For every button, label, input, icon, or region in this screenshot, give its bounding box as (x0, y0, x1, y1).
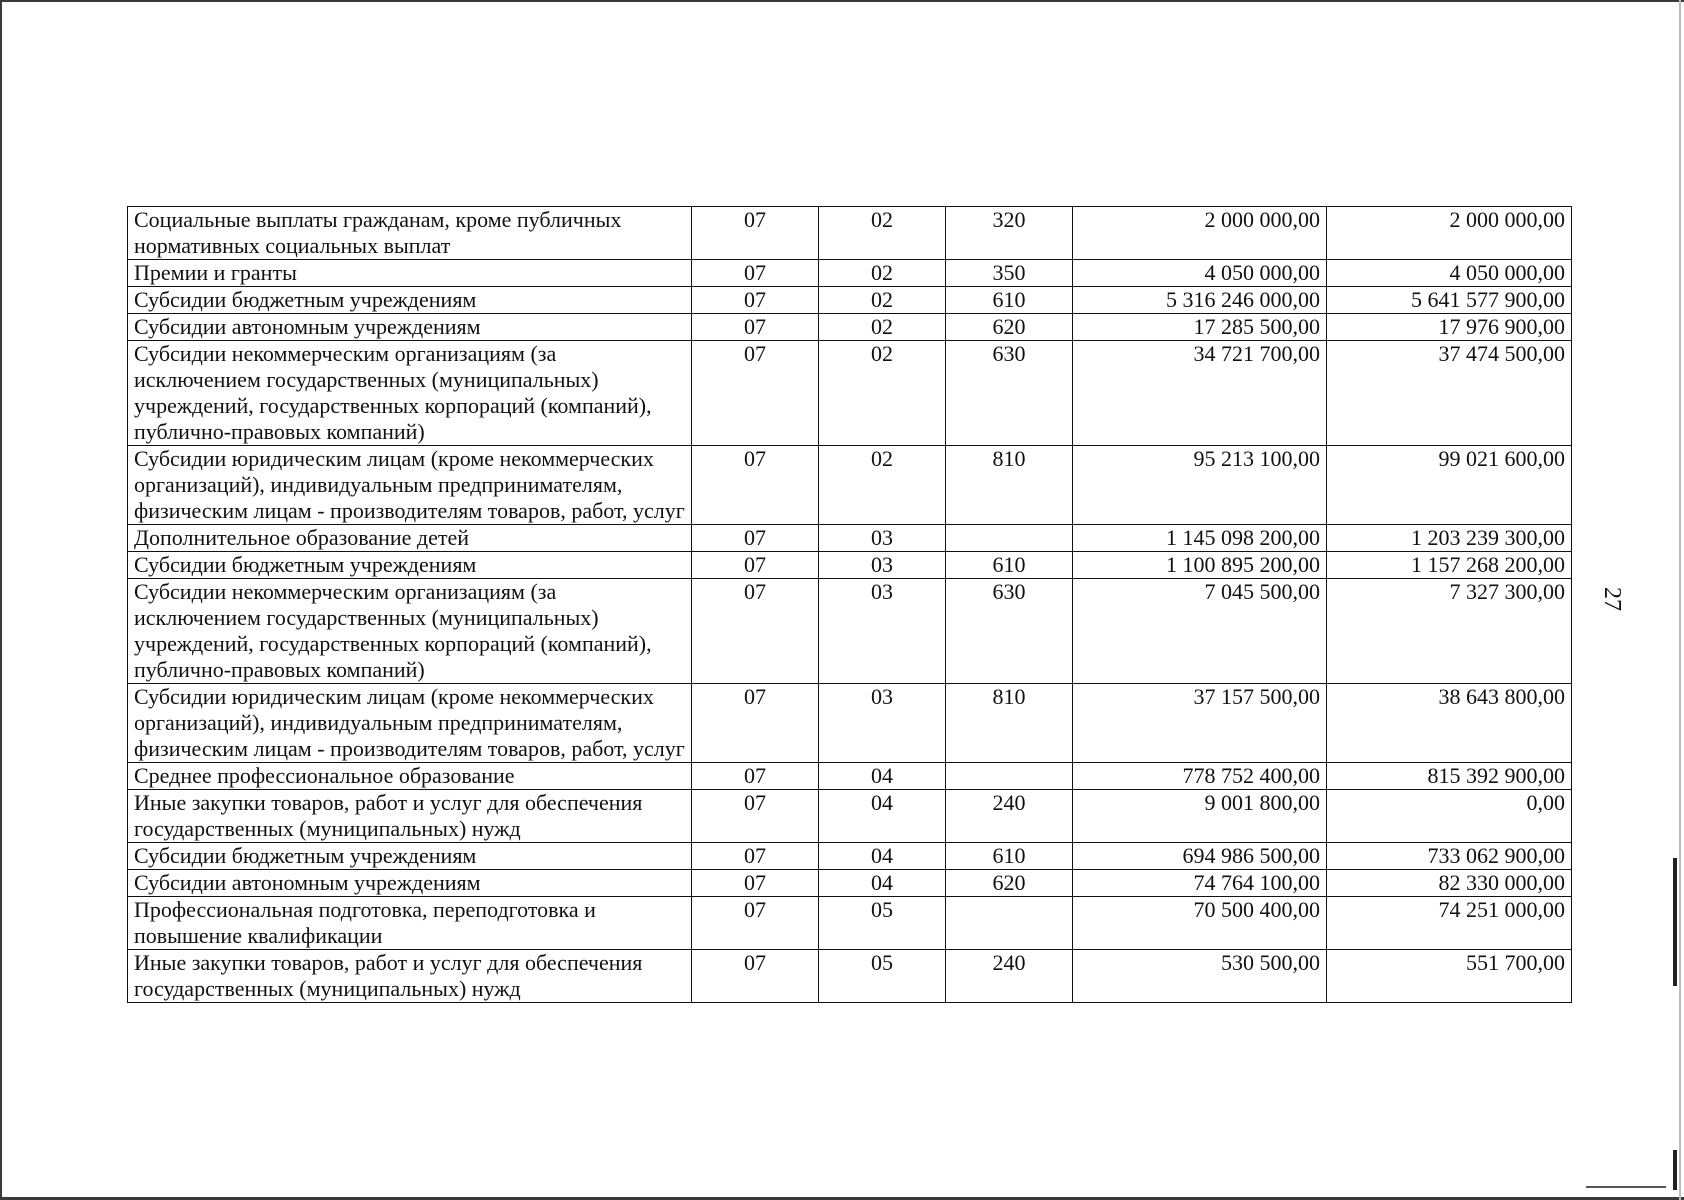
section-code-cell: 07 (692, 314, 819, 341)
amount-year-2-cell: 4 050 000,00 (1327, 260, 1572, 287)
table-row (128, 525, 1572, 552)
table-row (128, 314, 1572, 341)
section-code-cell: 07 (692, 897, 819, 950)
subsection-code-cell: 04 (819, 843, 946, 870)
expense-name-cell: Субсидии автономным учреждениям (128, 314, 692, 341)
amount-year-1-cell: 1 145 098 200,00 (1073, 525, 1327, 552)
expense-type-code-cell: 630 (946, 579, 1073, 684)
expense-name-cell: Среднее профессиональное образование (128, 763, 692, 790)
amount-year-2-cell: 99 021 600,00 (1327, 446, 1572, 525)
section-code-cell: 07 (692, 207, 819, 260)
amount-year-1-cell: 37 157 500,00 (1073, 684, 1327, 763)
amount-year-1-cell: 1 100 895 200,00 (1073, 552, 1327, 579)
subsection-code-cell: 05 (819, 897, 946, 950)
amount-year-1-cell: 5 316 246 000,00 (1073, 287, 1327, 314)
expense-type-code-cell: 810 (946, 684, 1073, 763)
table-row (128, 260, 1572, 287)
expense-type-code-cell: 240 (946, 950, 1073, 1003)
expense-name-cell: Премии и гранты (128, 260, 692, 287)
section-code-cell: 07 (692, 446, 819, 525)
expense-type-code-cell: 630 (946, 341, 1073, 446)
amount-year-2-cell: 733 062 900,00 (1327, 843, 1572, 870)
amount-year-2-cell: 1 203 239 300,00 (1327, 525, 1572, 552)
amount-year-1-cell: 7 045 500,00 (1073, 579, 1327, 684)
amount-year-1-cell: 778 752 400,00 (1073, 763, 1327, 790)
section-code-cell: 07 (692, 843, 819, 870)
expense-name-cell: Социальные выплаты гражданам, кроме публичных нормативных социальных выплат (128, 207, 692, 260)
table-row (128, 207, 1572, 260)
amount-year-2-cell: 7 327 300,00 (1327, 579, 1572, 684)
expense-type-code-cell: 620 (946, 870, 1073, 897)
section-code-cell: 07 (692, 525, 819, 552)
section-code-cell: 07 (692, 684, 819, 763)
amount-year-1-cell: 70 500 400,00 (1073, 897, 1327, 950)
subsection-code-cell: 02 (819, 446, 946, 525)
amount-year-2-cell: 82 330 000,00 (1327, 870, 1572, 897)
amount-year-1-cell: 2 000 000,00 (1073, 207, 1327, 260)
amount-year-2-cell: 17 976 900,00 (1327, 314, 1572, 341)
expense-name-cell: Субсидии бюджетным учреждениям (128, 843, 692, 870)
budget-table-body (128, 207, 1572, 1003)
amount-year-1-cell: 4 050 000,00 (1073, 260, 1327, 287)
table-row (128, 763, 1572, 790)
page-number: 27 (1599, 587, 1625, 611)
amount-year-2-cell: 0,00 (1327, 790, 1572, 843)
expense-name-cell: Субсидии бюджетным учреждениям (128, 287, 692, 314)
expense-name-cell: Субсидии бюджетным учреждениям (128, 552, 692, 579)
amount-year-2-cell: 37 474 500,00 (1327, 341, 1572, 446)
subsection-code-cell: 02 (819, 260, 946, 287)
scan-artifact-mark (1673, 858, 1677, 986)
expense-type-code-cell (946, 763, 1073, 790)
subsection-code-cell: 02 (819, 341, 946, 446)
expense-name-cell: Субсидии некоммерческим организациям (за исключением государственных (муниципальных) учреждений, государственных корпораций (компаний), публично-правовых компаний) (128, 579, 692, 684)
section-code-cell: 07 (692, 287, 819, 314)
expense-type-code-cell (946, 897, 1073, 950)
expense-type-code-cell: 610 (946, 552, 1073, 579)
expense-type-code-cell: 620 (946, 314, 1073, 341)
expense-name-cell: Субсидии юридическим лицам (кроме некоммерческих организаций), индивидуальным предпринимателям, физическим лицам - производителям товаров, работ, услуг (128, 446, 692, 525)
expense-type-code-cell: 610 (946, 843, 1073, 870)
expense-type-code-cell: 240 (946, 790, 1073, 843)
amount-year-1-cell: 95 213 100,00 (1073, 446, 1327, 525)
amount-year-2-cell: 5 641 577 900,00 (1327, 287, 1572, 314)
subsection-code-cell: 02 (819, 207, 946, 260)
table-row (128, 684, 1572, 763)
section-code-cell: 07 (692, 763, 819, 790)
amount-year-2-cell: 2 000 000,00 (1327, 207, 1572, 260)
subsection-code-cell: 03 (819, 525, 946, 552)
budget-table (127, 206, 1572, 1003)
expense-type-code-cell: 350 (946, 260, 1073, 287)
table-row (128, 579, 1572, 684)
expense-name-cell: Дополнительное образование детей (128, 525, 692, 552)
expense-name-cell: Субсидии автономным учреждениям (128, 870, 692, 897)
scan-border-left (0, 0, 2, 1200)
expense-type-code-cell (946, 525, 1073, 552)
table-row (128, 552, 1572, 579)
amount-year-2-cell: 38 643 800,00 (1327, 684, 1572, 763)
expense-type-code-cell: 610 (946, 287, 1073, 314)
scan-border-right (1679, 0, 1681, 1200)
expense-name-cell: Иные закупки товаров, работ и услуг для обеспечения государственных (муниципальных) нужд (128, 790, 692, 843)
subsection-code-cell: 02 (819, 314, 946, 341)
amount-year-1-cell: 694 986 500,00 (1073, 843, 1327, 870)
section-code-cell: 07 (692, 870, 819, 897)
expense-name-cell: Субсидии некоммерческим организациям (за исключением государственных (муниципальных) учреждений, государственных корпораций (компаний), публично-правовых компаний) (128, 341, 692, 446)
expense-name-cell: Иные закупки товаров, работ и услуг для обеспечения государственных (муниципальных) нужд (128, 950, 692, 1003)
amount-year-2-cell: 74 251 000,00 (1327, 897, 1572, 950)
table-row (128, 446, 1572, 525)
scan-artifact-mark (1673, 1150, 1677, 1190)
amount-year-2-cell: 815 392 900,00 (1327, 763, 1572, 790)
amount-year-1-cell: 34 721 700,00 (1073, 341, 1327, 446)
table-row (128, 870, 1572, 897)
amount-year-2-cell: 551 700,00 (1327, 950, 1572, 1003)
subsection-code-cell: 04 (819, 870, 946, 897)
section-code-cell: 07 (692, 260, 819, 287)
section-code-cell: 07 (692, 950, 819, 1003)
amount-year-1-cell: 74 764 100,00 (1073, 870, 1327, 897)
table-row (128, 897, 1572, 950)
expense-type-code-cell: 810 (946, 446, 1073, 525)
section-code-cell: 07 (692, 341, 819, 446)
scan-border-top (0, 0, 1684, 2)
table-row (128, 790, 1572, 843)
table-row (128, 287, 1572, 314)
table-row (128, 341, 1572, 446)
table-row (128, 843, 1572, 870)
section-code-cell: 07 (692, 790, 819, 843)
subsection-code-cell: 02 (819, 287, 946, 314)
amount-year-2-cell: 1 157 268 200,00 (1327, 552, 1572, 579)
subsection-code-cell: 03 (819, 579, 946, 684)
amount-year-1-cell: 530 500,00 (1073, 950, 1327, 1003)
expense-name-cell: Профессиональная подготовка, переподготовка и повышение квалификации (128, 897, 692, 950)
subsection-code-cell: 03 (819, 684, 946, 763)
subsection-code-cell: 04 (819, 790, 946, 843)
expense-type-code-cell: 320 (946, 207, 1073, 260)
subsection-code-cell: 04 (819, 763, 946, 790)
amount-year-1-cell: 17 285 500,00 (1073, 314, 1327, 341)
amount-year-1-cell: 9 001 800,00 (1073, 790, 1327, 843)
subsection-code-cell: 05 (819, 950, 946, 1003)
expense-name-cell: Субсидии юридическим лицам (кроме некоммерческих организаций), индивидуальным предпринимателям, физическим лицам - производителям товаров, работ, услуг (128, 684, 692, 763)
section-code-cell: 07 (692, 552, 819, 579)
scan-artifact-mark (1586, 1186, 1666, 1188)
subsection-code-cell: 03 (819, 552, 946, 579)
table-row (128, 950, 1572, 1003)
section-code-cell: 07 (692, 579, 819, 684)
